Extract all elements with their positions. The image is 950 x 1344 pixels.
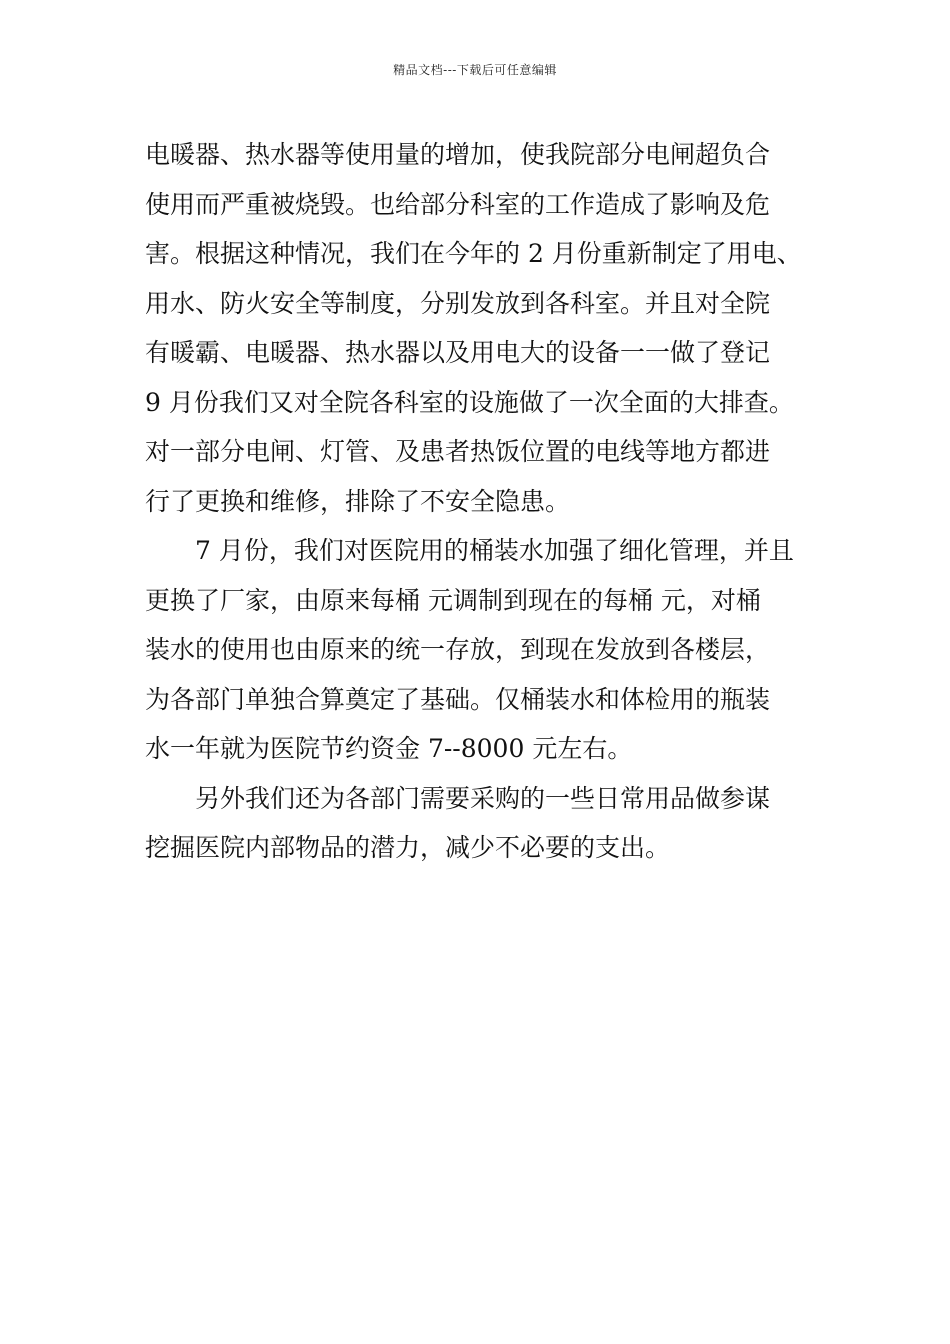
text-line: 为各部门单独合算奠定了基础。仅桶装水和体检用的瓶装 bbox=[145, 684, 771, 714]
paragraph bbox=[145, 526, 810, 774]
text-line: 7 月份，我们对医院用的桶装水加强了细化管理，并且 bbox=[195, 536, 794, 565]
text-line: 对一部分电闸、灯管、及患者热饭位置的电线等地方都进 bbox=[145, 437, 771, 466]
text-line: 水一年就为医院节约资金 7--8000 元左右。 bbox=[145, 734, 633, 763]
page-header: 精品文档---下载后可任意编辑 bbox=[393, 63, 557, 77]
text-line: 行了更换和维修，排除了不安全隐患。 bbox=[145, 486, 571, 516]
text-line: 另外我们还为各部门需要采购的一些日常用品做参谋 bbox=[195, 783, 771, 813]
text-line: 装水的使用也由原来的统一存放，到现在发放到各楼层， bbox=[145, 635, 771, 664]
paragraph bbox=[145, 130, 810, 526]
text-line: 9 月份我们又对全院各科室的设施做了一次全面的大排查。 bbox=[145, 387, 794, 417]
text-line: 挖掘医院内部物品的潜力，减少不必要的支出。 bbox=[145, 833, 671, 862]
text-line: 使用而严重被烧毁。也给部分科室的工作造成了影响及危 bbox=[145, 189, 771, 219]
text-line: 害。根据这种情况，我们在今年的 2 月份重新制定了用电、 bbox=[145, 239, 802, 268]
document-body bbox=[145, 130, 810, 873]
text-line: 用水、防火安全等制度，分别发放到各科室。并且对全院 bbox=[145, 288, 771, 318]
text-line: 电暖器、热水器等使用量的增加，使我院部分电闸超负合 bbox=[145, 140, 771, 169]
paragraph bbox=[145, 774, 810, 873]
text-line: 更换了厂家，由原来每桶 元调制到现在的每桶 元，对桶 bbox=[145, 585, 761, 615]
text-line: 有暖霸、电暖器、热水器以及用电大的设备一一做了登记 bbox=[145, 338, 771, 367]
